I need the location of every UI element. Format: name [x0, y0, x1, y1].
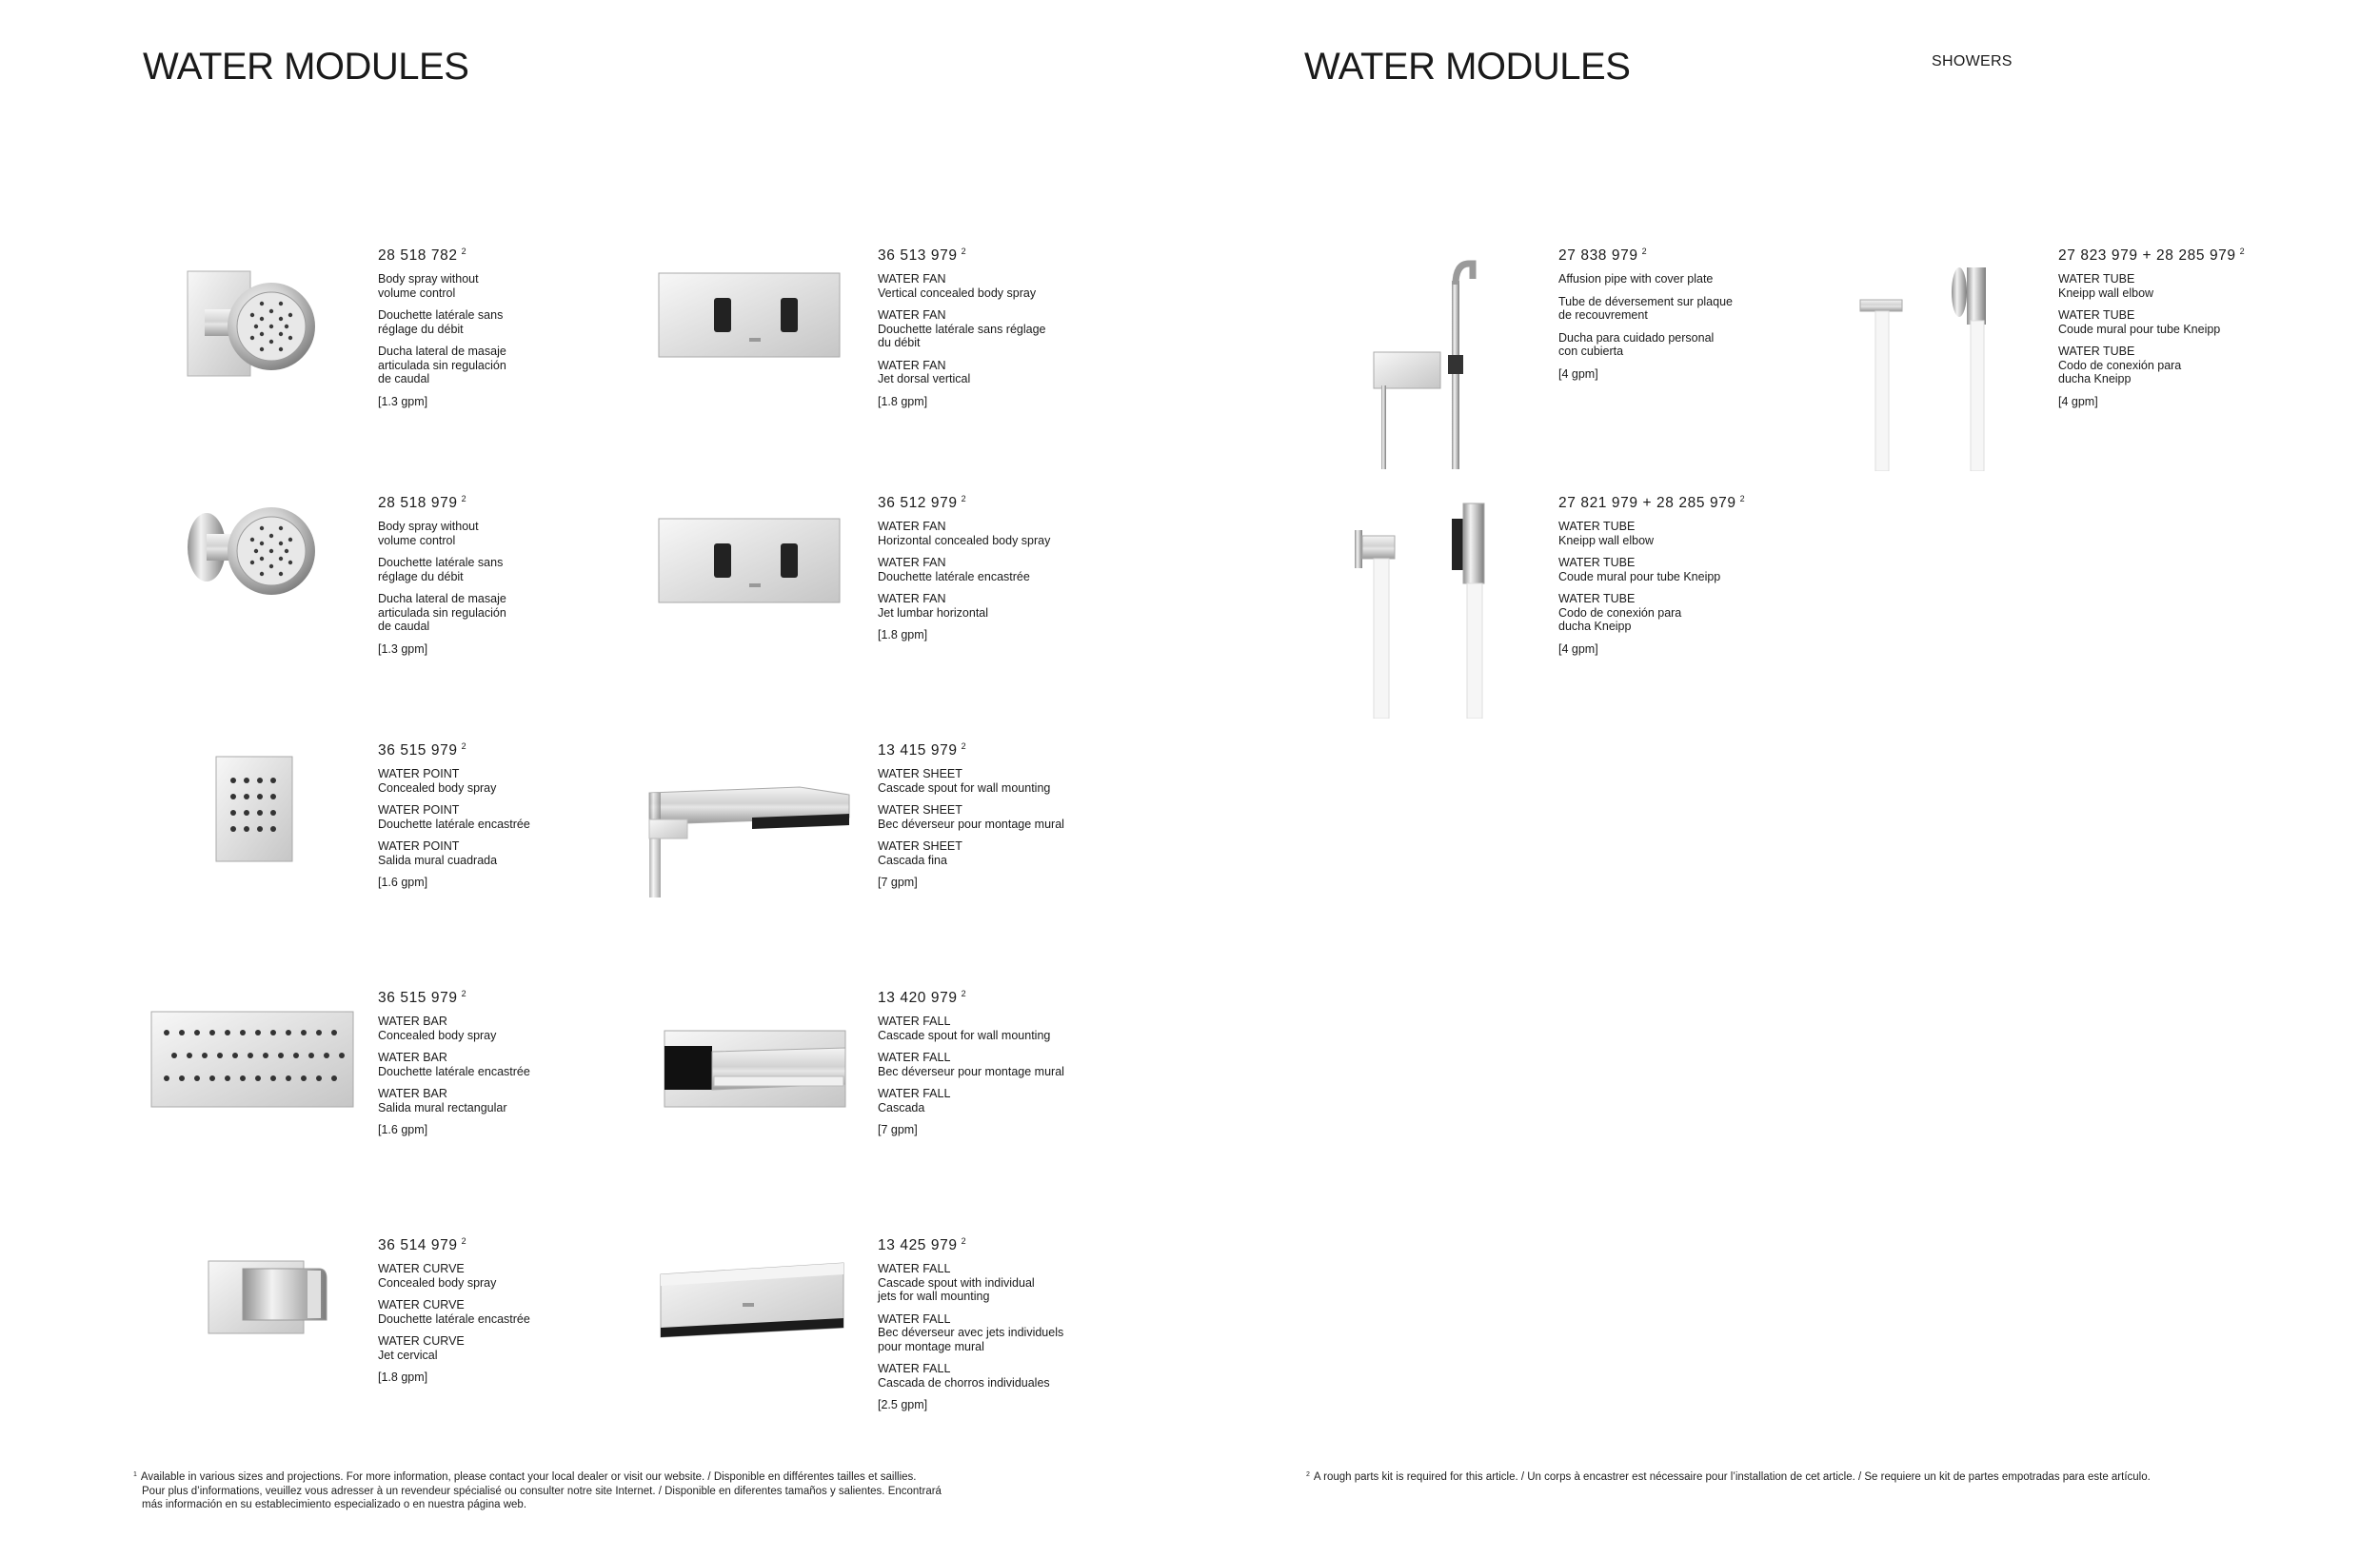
desc-es: WATER FAN Jet lumbar horizontal: [878, 592, 989, 620]
desc-fr: WATER FALL Bec déverseur avec jets individuels pour montage mural: [878, 1311, 1064, 1353]
water-tube-square-icon: [1309, 490, 1537, 719]
footnote-left: $^1$ Available in various sizes and projections. For more information, please contact your local dealer or visit our website. / Disponible en différentes tailles et saillies. Pour plus d’informations, veuillez vous adresser à un revendeur spécialisé ou consulter notre site Internet. / Disponible en diferentes tamaños y salientes. Encontrará más información en su establecimiento especializado o en nuestra página web.: [133, 1471, 942, 1510]
body-spray-round-icon: [129, 490, 357, 719]
desc-es: WATER FALL Cascada de chorros individuales: [878, 1362, 1050, 1390]
desc-es: WATER SHEET Cascada fina: [878, 839, 962, 867]
desc-en: WATER CURVE Concealed body spray: [378, 1262, 497, 1290]
flow-rate: [1.3 gpm]: [378, 394, 428, 408]
product-card: [1309, 490, 1804, 719]
flow-rate: [7 gpm]: [878, 1123, 918, 1136]
product-code: 28 518 782 $^2$: [378, 247, 467, 264]
desc-en: Affusion pipe with cover plate: [1558, 272, 1714, 286]
desc-es: WATER BAR Salida mural rectangular: [378, 1087, 507, 1114]
desc-en: WATER TUBE Kneipp wall elbow: [1558, 520, 1655, 547]
desc-fr: WATER SHEET Bec déverseur pour montage mural: [878, 803, 1064, 831]
product-code: 13 415 979 $^2$: [878, 741, 967, 759]
product-card: [628, 490, 1123, 719]
desc-fr: WATER BAR Douchette latérale encastrée: [378, 1051, 530, 1078]
flow-rate: [7 gpm]: [878, 876, 918, 889]
flow-rate: [2.5 gpm]: [878, 1398, 928, 1411]
desc-fr: WATER FALL Bec déverseur pour montage mural: [878, 1051, 1064, 1078]
desc-fr: Tube de déversement sur plaque de recouvrement: [1558, 294, 1733, 322]
desc-fr: WATER FAN Douchette latérale encastrée: [878, 556, 1030, 583]
desc-en: WATER BAR Concealed body spray: [378, 1015, 497, 1042]
page-title-right: WATER MODULES: [1304, 46, 1631, 88]
product-code: 13 420 979 $^2$: [878, 989, 967, 1006]
desc-fr: Douchette latérale sans réglage du débit: [378, 308, 504, 336]
product-code: 36 515 979 $^2$: [378, 741, 467, 759]
desc-en: WATER POINT Concealed body spray: [378, 767, 497, 795]
desc-es: WATER TUBE Codo de conexión para ducha Kneipp: [2058, 345, 2182, 385]
desc-en: Body spray without volume control: [378, 272, 479, 300]
product-card: [129, 985, 624, 1213]
water-point-icon: [129, 738, 357, 966]
desc-fr: WATER TUBE Coude mural pour tube Kneipp: [1558, 556, 1721, 583]
flow-rate: [1.8 gpm]: [878, 394, 928, 408]
product-code: 13 425 979 $^2$: [878, 1236, 967, 1253]
desc-en: WATER SHEET Cascade spout for wall mounting: [878, 767, 1051, 795]
product-code: 27 838 979 $^2$: [1558, 247, 1648, 264]
desc-fr: Douchette latérale sans réglage du débit: [378, 556, 504, 583]
product-card: [129, 243, 624, 471]
product-card: [129, 490, 624, 719]
product-code: 36 514 979 $^2$: [378, 1236, 467, 1253]
water-fall-jets-icon: [628, 1233, 857, 1461]
flow-rate: [4 gpm]: [1558, 366, 1598, 381]
water-fall-spout-icon: [628, 985, 857, 1213]
water-bar-icon: [129, 985, 357, 1213]
desc-es: WATER CURVE Jet cervical: [378, 1334, 465, 1362]
desc-es: Ducha lateral de masaje articulada sin regulación de caudal: [378, 592, 506, 633]
product-card: [628, 985, 1123, 1213]
desc-fr: WATER TUBE Coude mural pour tube Kneipp: [2058, 308, 2221, 336]
page-title-left: WATER MODULES: [143, 46, 469, 88]
desc-en: Body spray without volume control: [378, 520, 479, 547]
product-code: 27 823 979 + 28 285 979 $^2$: [2058, 247, 2246, 264]
affusion-pipe-icon: [1309, 243, 1537, 471]
product-code: 36 513 979 $^2$: [878, 247, 967, 264]
product-code: 36 515 979 $^2$: [378, 989, 467, 1006]
desc-en: WATER FALL Cascade spout for wall mounting: [878, 1015, 1051, 1042]
desc-en: WATER FALL Cascade spout with individual jets for wall mounting: [878, 1262, 1035, 1303]
desc-en: WATER FAN Vertical concealed body spray: [878, 272, 1037, 300]
body-spray-square-plate-icon: [129, 243, 357, 471]
desc-es: WATER FALL Cascada: [878, 1087, 951, 1114]
desc-fr: WATER CURVE Douchette latérale encastrée: [378, 1298, 530, 1326]
desc-fr: WATER FAN Douchette latérale sans réglage du débit: [878, 308, 1046, 349]
product-card: [129, 1233, 624, 1461]
water-sheet-spout-icon: [628, 738, 857, 966]
desc-es: Ducha lateral de masaje articulada sin regulación de caudal: [378, 345, 506, 385]
footnote-right: $^2$ A rough parts kit is required for this article. / Un corps à encastrer est nécessaire pour l’installation de cet article. / Se requiere un kit de partes empotradas para este artículo.: [1306, 1471, 2151, 1483]
desc-es: WATER FAN Jet dorsal vertical: [878, 358, 971, 385]
water-fan-vertical-icon: [628, 243, 857, 471]
product-card: [129, 738, 624, 966]
desc-en: WATER FAN Horizontal concealed body spray: [878, 520, 1051, 547]
flow-rate: [1.6 gpm]: [378, 1123, 428, 1136]
flow-rate: [4 gpm]: [1558, 641, 1598, 656]
flow-rate: [1.8 gpm]: [878, 628, 928, 641]
product-code: 27 821 979 + 28 285 979 $^2$: [1558, 494, 1746, 511]
product-card: [628, 738, 1123, 966]
flow-rate: [1.8 gpm]: [378, 1371, 428, 1384]
product-card: [1809, 243, 2304, 471]
desc-es: WATER POINT Salida mural cuadrada: [378, 839, 498, 867]
flow-rate: [1.3 gpm]: [378, 641, 428, 656]
desc-fr: WATER POINT Douchette latérale encastrée: [378, 803, 530, 831]
desc-es: WATER TUBE Codo de conexión para ducha Kneipp: [1558, 592, 1682, 633]
water-tube-round-icon: [1809, 243, 2037, 471]
desc-en: WATER TUBE Kneipp wall elbow: [2058, 272, 2154, 300]
flow-rate: [4 gpm]: [2058, 394, 2098, 408]
product-card: [1309, 243, 1804, 471]
product-code: 36 512 979 $^2$: [878, 494, 967, 511]
water-fan-horizontal-icon: [628, 490, 857, 719]
flow-rate: [1.6 gpm]: [378, 876, 428, 889]
product-card: [628, 243, 1123, 471]
section-label: SHOWERS: [1932, 53, 2013, 69]
product-code: 28 518 979 $^2$: [378, 494, 467, 511]
desc-es: Ducha para cuidado personal con cubierta: [1558, 330, 1715, 358]
product-card: [628, 1233, 1123, 1461]
water-curve-icon: [129, 1233, 357, 1461]
